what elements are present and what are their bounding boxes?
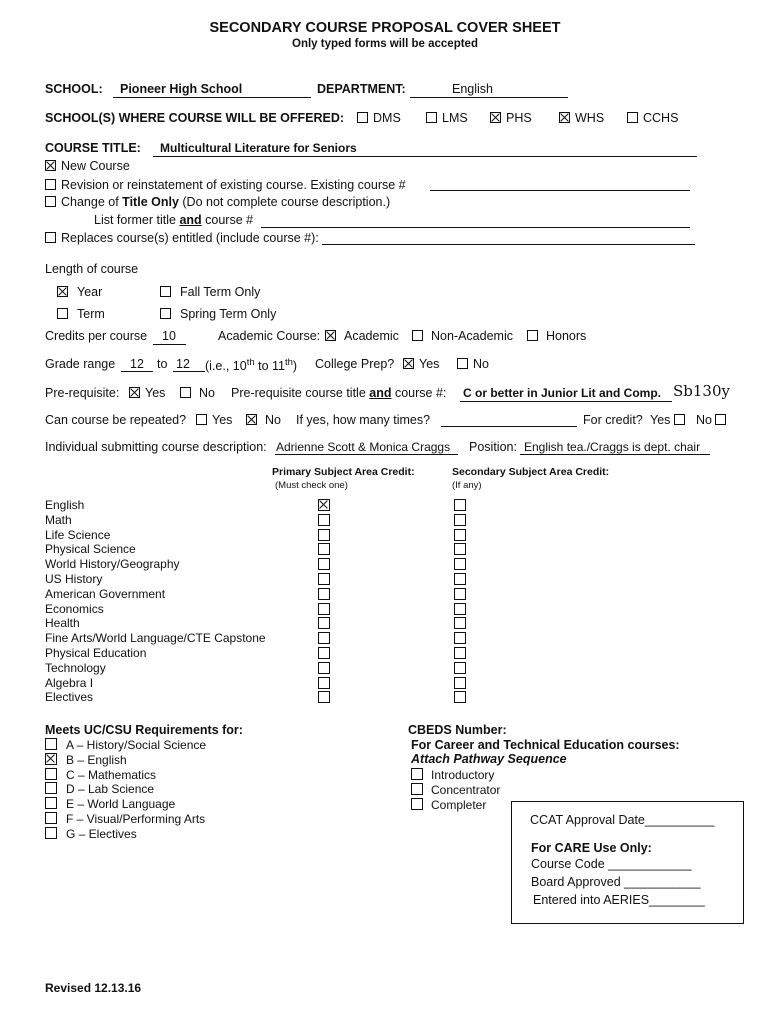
page-title: SECONDARY COURSE PROPOSAL COVER SHEET (209, 20, 561, 36)
subject-name: Life Science (45, 527, 111, 542)
academic-checkbox[interactable] (325, 330, 336, 341)
uc-csu-list (45, 738, 206, 842)
secondary-subject-checkbox[interactable] (454, 632, 466, 644)
repeat-no-checkbox[interactable] (246, 414, 257, 425)
cbeds-item[interactable]: Introductory (411, 768, 500, 783)
credit-no[interactable]: No (696, 413, 731, 427)
primary-subject-note: (Must check one) (275, 480, 348, 491)
secondary-subject-checkbox[interactable] (454, 529, 466, 541)
non-academic-option[interactable]: Non-Academic (412, 329, 513, 343)
for-credit-label: For credit? (583, 413, 643, 427)
replaces-checkbox[interactable] (45, 232, 56, 243)
whs-checkbox[interactable] (559, 112, 570, 123)
uc-csu-checkbox[interactable] (45, 738, 57, 750)
primary-subject-checkbox[interactable] (318, 677, 330, 689)
offered-option-whs[interactable]: WHS (559, 111, 604, 125)
prereq-title-value[interactable]: C or better in Junior Lit and Comp. (463, 386, 661, 400)
subject-name: Algebra I (45, 675, 94, 690)
course-title-value[interactable]: Multicultural Literature for Seniors (160, 141, 357, 155)
care-aeries: Entered into AERIES________ (533, 893, 705, 907)
existing-course-field[interactable] (430, 190, 690, 191)
academic-option[interactable]: Academic (325, 329, 399, 343)
subject-name: Electives (45, 690, 94, 705)
primary-subject-checkbox[interactable] (318, 617, 330, 629)
repeat-yes-checkbox[interactable] (196, 414, 207, 425)
subject-name: US History (45, 571, 103, 586)
uc-csu-checkbox[interactable] (45, 827, 57, 839)
change-title-checkbox[interactable] (45, 196, 56, 207)
uc-csu-item[interactable]: C – Mathematics (45, 768, 206, 783)
primary-subject-checkbox[interactable] (318, 558, 330, 570)
primary-subject-checkbox[interactable] (318, 514, 330, 526)
college-prep-yes[interactable]: Yes (403, 357, 439, 371)
uc-csu-checkbox[interactable] (45, 812, 57, 824)
new-course-checkbox[interactable] (45, 160, 56, 171)
page-subtitle: Only typed forms will be accepted (292, 38, 478, 50)
prereq-yes[interactable]: Yes (129, 386, 165, 400)
secondary-subject-checkbox[interactable] (454, 588, 466, 600)
repeat-no[interactable]: No (246, 413, 281, 427)
uc-csu-checkbox[interactable] (45, 768, 57, 780)
offered-option-dms[interactable]: DMS (357, 111, 401, 125)
primary-subject-checkbox[interactable] (318, 573, 330, 585)
offered-option-cchs[interactable]: CCHS (627, 111, 678, 125)
replaces-field[interactable] (322, 244, 695, 245)
primary-subject-checkbox[interactable] (318, 603, 330, 615)
subject-name: American Government (45, 586, 166, 601)
college-prep-no-checkbox[interactable] (457, 358, 468, 369)
repeat-times-field[interactable] (441, 426, 577, 427)
year-option[interactable]: Year (57, 285, 102, 299)
uc-csu-checkbox[interactable] (45, 753, 57, 765)
position-value[interactable]: English tea./Craggs is dept. chair (524, 440, 701, 454)
uc-csu-item[interactable]: B – English (45, 753, 206, 768)
care-board-approved: Board Approved ___________ (531, 875, 701, 889)
repeat-yes[interactable]: Yes (196, 413, 232, 427)
care-course-code: Course Code ____________ (531, 857, 692, 871)
cbeds-checkbox[interactable] (411, 768, 423, 780)
cbeds-label: CBEDS Number: (408, 723, 507, 737)
credit-yes[interactable]: Yes (650, 413, 690, 427)
course-title-label: COURSE TITLE: (45, 141, 141, 155)
uc-csu-item[interactable]: G – Electives (45, 827, 206, 842)
uc-csu-label: Meets UC/CSU Requirements for: (45, 723, 243, 737)
fall-term-checkbox[interactable] (160, 286, 171, 297)
revised-date: Revised 12.13.16 (45, 981, 142, 995)
cbeds-item[interactable]: Completer (411, 798, 500, 813)
primary-subject-checkbox[interactable] (318, 588, 330, 600)
primary-subject-checkbox[interactable] (318, 662, 330, 674)
credit-yes-checkbox[interactable] (674, 414, 685, 425)
secondary-subject-checkbox[interactable] (454, 691, 466, 703)
uc-csu-checkbox[interactable] (45, 782, 57, 794)
repeat-times-label: If yes, how many times? (296, 413, 431, 427)
primary-subject-label: Primary Subject Area Credit: (272, 466, 415, 478)
secondary-subject-checkbox[interactable] (454, 662, 466, 674)
subject-name: World History/Geography (45, 557, 180, 572)
subject-name: Fine Arts/World Language/CTE Capstone (45, 631, 266, 646)
department-label: DEPARTMENT: (317, 82, 406, 96)
replaces-option[interactable]: Replaces course(s) entitled (include course #): (45, 231, 319, 245)
primary-subject-checkbox[interactable] (318, 499, 330, 511)
primary-subject-checkbox[interactable] (318, 632, 330, 644)
fall-term-option[interactable]: Fall Term Only (160, 285, 260, 299)
school-label: SCHOOL: (45, 82, 103, 96)
secondary-subject-checkbox[interactable] (454, 499, 466, 511)
grade-to-word: to (157, 357, 168, 371)
term-option[interactable]: Term (57, 307, 105, 321)
lms-checkbox[interactable] (426, 112, 437, 123)
college-prep-no[interactable]: No (457, 357, 489, 371)
length-label: Length of course (45, 262, 139, 276)
spring-term-checkbox[interactable] (160, 308, 171, 319)
subject-name: English (45, 498, 85, 512)
pathway-label: Attach Pathway Sequence (411, 752, 567, 766)
prereq-no-checkbox[interactable] (180, 387, 191, 398)
grade-from-value[interactable]: 12 (130, 357, 144, 371)
uc-csu-item[interactable]: F – Visual/Performing Arts (45, 812, 206, 827)
prereq-handwritten-note: Sb130y (673, 382, 730, 400)
care-heading: For CARE Use Only: (531, 841, 652, 855)
grade-note: (i.e., 10th to 11th) (205, 357, 298, 374)
credits-label: Credits per course (45, 329, 148, 343)
former-title-label: List former title and course # (94, 213, 254, 227)
subject-list (45, 498, 266, 705)
year-checkbox[interactable] (57, 286, 68, 297)
primary-subject-checkbox[interactable] (318, 647, 330, 659)
academic-course-label: Academic Course: (218, 329, 321, 343)
prereq-label: Pre-requisite: (45, 386, 120, 400)
non-academic-checkbox[interactable] (412, 330, 423, 341)
revision-option[interactable]: Revision or reinstatement of existing course. Existing course # (45, 178, 406, 192)
subject-name: Math (45, 512, 72, 527)
subject-name: Physical Education (45, 645, 147, 660)
uc-csu-checkbox[interactable] (45, 797, 57, 809)
credits-value[interactable]: 10 (162, 329, 176, 343)
credit-no-checkbox[interactable] (715, 414, 726, 425)
revision-checkbox[interactable] (45, 179, 56, 190)
prereq-yes-checkbox[interactable] (129, 387, 140, 398)
primary-subject-checkbox[interactable] (318, 691, 330, 703)
cte-label: For Career and Technical Education courses: (411, 738, 680, 752)
secondary-subject-checkbox[interactable] (454, 603, 466, 615)
honors-checkbox[interactable] (527, 330, 538, 341)
college-prep-yes-checkbox[interactable] (403, 358, 414, 369)
subject-name: Economics (45, 601, 104, 616)
prereq-no[interactable]: No (180, 386, 215, 400)
former-title-field[interactable] (261, 227, 690, 228)
subject-name: Technology (45, 660, 106, 675)
position-label: Position: (469, 440, 517, 454)
school-value[interactable]: Pioneer High School (120, 82, 243, 96)
cbeds-checkbox[interactable] (411, 783, 423, 795)
submitter-value[interactable]: Adrienne Scott & Monica Craggs (276, 440, 451, 454)
repeat-label: Can course be repeated? (45, 413, 187, 427)
uc-csu-item[interactable]: D – Lab Science (45, 782, 206, 797)
honors-option[interactable]: Honors (527, 329, 586, 343)
uc-csu-item[interactable]: A – History/Social Science (45, 738, 206, 753)
subject-name: Health (45, 616, 80, 631)
new-course-option[interactable]: New Course (45, 159, 130, 173)
offered-option-lms[interactable]: LMS (426, 111, 468, 125)
secondary-subject-note: (If any) (452, 480, 482, 491)
secondary-subject-checkbox[interactable] (454, 647, 466, 659)
submitter-label: Individual submitting course description: (45, 440, 267, 454)
term-checkbox[interactable] (57, 308, 68, 319)
offered-option-phs[interactable]: PHS (490, 111, 532, 125)
secondary-subject-checkbox[interactable] (454, 514, 466, 526)
dms-checkbox[interactable] (357, 112, 368, 123)
ccat-approval: CCAT Approval Date__________ (530, 813, 715, 827)
cchs-checkbox[interactable] (627, 112, 638, 123)
cbeds-item[interactable]: Concentrator (411, 783, 500, 798)
prereq-title-label: Pre-requisite course title and course #: (231, 386, 447, 400)
secondary-subject-checkbox[interactable] (454, 677, 466, 689)
subject-name: Physical Science (45, 542, 136, 557)
grade-to-value[interactable]: 12 (176, 357, 190, 371)
college-prep-label: College Prep? (315, 357, 395, 371)
secondary-subject-checkbox[interactable] (454, 617, 466, 629)
department-value[interactable]: English (452, 82, 493, 96)
phs-checkbox[interactable] (490, 112, 501, 123)
uc-csu-item[interactable]: E – World Language (45, 797, 206, 812)
offered-label: SCHOOL(S) WHERE COURSE WILL BE OFFERED: (45, 111, 345, 125)
secondary-subject-checkbox[interactable] (454, 573, 466, 585)
grade-range-label: Grade range (45, 357, 116, 371)
change-title-option[interactable]: Change of Title Only (Do not complete course description.) (45, 195, 390, 209)
cbeds-checkbox[interactable] (411, 798, 423, 810)
secondary-subject-label: Secondary Subject Area Credit: (452, 466, 610, 478)
primary-subject-checkbox[interactable] (318, 529, 330, 541)
primary-subject-checkbox[interactable] (318, 543, 330, 555)
secondary-subject-checkbox[interactable] (454, 558, 466, 570)
spring-term-option[interactable]: Spring Term Only (160, 307, 276, 321)
secondary-subject-checkbox[interactable] (454, 543, 466, 555)
cbeds-list (411, 768, 500, 812)
